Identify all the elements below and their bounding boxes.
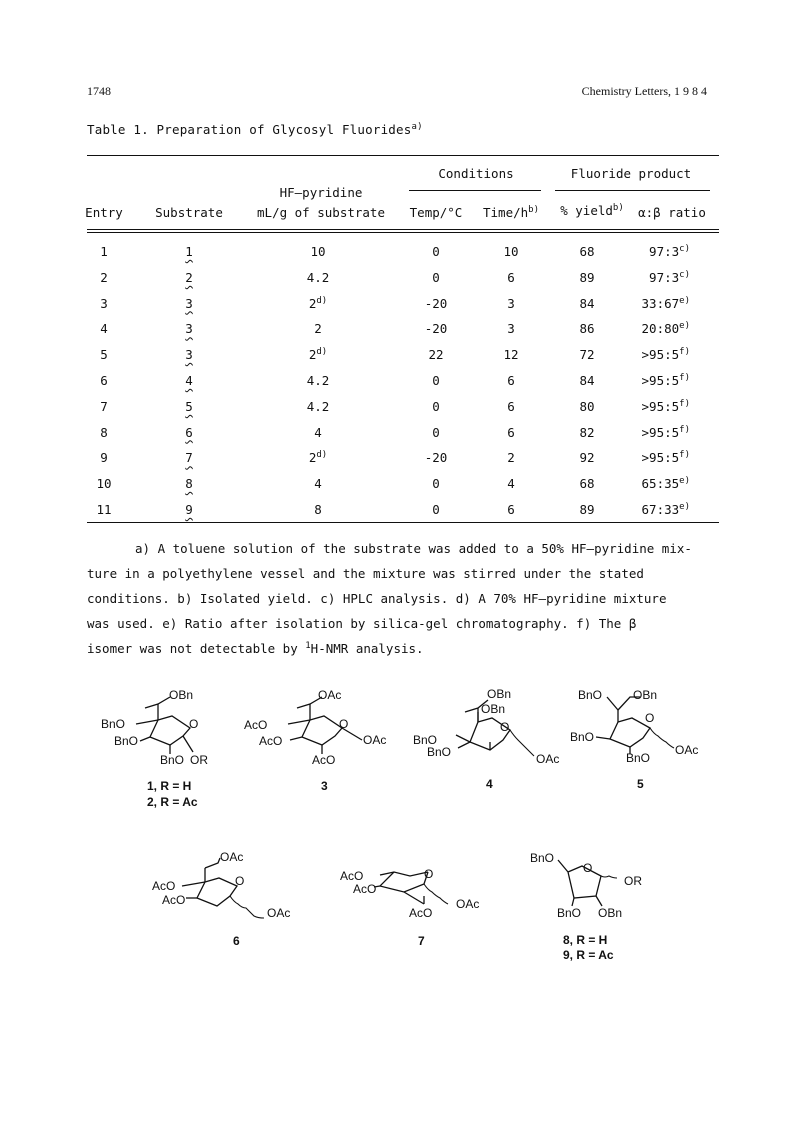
yield-header-mark: b) [612,203,624,213]
cell-yield-value: 80 [579,398,595,414]
cell-ratio-value: >95:5 [641,450,680,466]
cell-yield-value: 89 [579,269,595,285]
cell-time-value: 6 [507,502,515,517]
s7-aco-left2: AcO [353,882,377,896]
structure-4 [413,687,559,791]
cell-ratio-footnote-mark: f) [679,373,690,383]
s4-obn-top: OBn [487,687,512,701]
conditions-header: Conditions [438,166,514,181]
cell-ratio-value: 65:35 [641,476,680,492]
s4-ring-o: O [500,720,510,734]
s6-label: 6 [233,934,240,948]
structure-7 [340,867,479,948]
cell-temp-value: 0 [432,502,440,517]
hf-amount-header: mL/g of substrate [257,205,385,220]
cell-ratio-footnote-mark: e) [679,502,690,512]
s8-obn-bottom: OBn [598,906,623,920]
s4-bno-left2: BnO [427,745,452,759]
cell-yield-value: 86 [579,321,595,337]
s4-oac: OAc [536,752,560,766]
cell-temp-value: -20 [424,295,448,311]
cell-hf-value: 2 [314,321,322,337]
cell-time-value: 4 [507,476,515,492]
s8-bno-top: BnO [530,851,555,865]
cell-ratio-footnote-mark: f) [679,398,690,409]
table-caption-footnote-mark: a) [411,122,423,132]
table-caption-text: Table 1. Preparation of Glycosyl Fluorides [87,122,412,137]
s8-bno-bottom: BnO [557,906,582,920]
cell-hf-value: 4.2 [306,373,330,388]
cell-time-value: 12 [503,347,519,363]
s7-ring-o: O [424,867,434,881]
s3-aco-left: AcO [244,718,268,732]
cell-substrate-value: 9 [185,502,193,517]
ratio-header: α:β ratio [638,205,706,220]
cell-temp-value: 0 [432,476,440,492]
cell-temp-value: -20 [424,321,448,337]
s1-label-b: 2, R = Ac [147,795,198,809]
cell-substrate-value: 4 [185,373,193,388]
cell-ratio-footnote-mark: e) [679,476,690,487]
s5-label: 5 [637,777,644,791]
footnote-line-2: ture in a polyethylene vessel and the mixture was stirred under the stated [87,566,644,581]
cell-entry-value: 8 [100,424,108,440]
structure-5 [570,688,698,791]
cell-substrate-value: 8 [185,476,193,492]
cell-entry-value: 3 [100,295,108,311]
hf-pyridine-header: HF—pyridine [279,185,363,200]
s6-oac-top: OAc [220,850,244,864]
cell-temp-value: 0 [432,244,440,259]
cell-yield-value: 68 [579,244,595,259]
cell-ratio-value: 67:33 [641,502,680,517]
structure-1-2 [101,688,208,809]
structure-8-9 [530,851,642,962]
s5-ring-o: O [645,711,655,725]
footnote-line-5-post: H-NMR analysis. [310,641,424,656]
fluoride-product-header: Fluoride product [570,166,692,181]
s1-bno-left2: BnO [114,734,139,748]
structure-3 [244,688,386,793]
cell-ratio-footnote-mark: f) [679,424,690,435]
cell-time-value: 3 [507,295,515,311]
cell-yield-value: 92 [579,450,595,466]
s3-aco-left2: AcO [259,734,283,748]
cell-hf-value: 4.2 [306,269,330,285]
s5-oac: OAc [675,743,699,757]
cell-hf-value: 4 [314,424,322,440]
substrate-header: Substrate [155,205,223,220]
cell-time-value: 10 [503,244,519,259]
cell-substrate-value: 6 [185,424,193,440]
footnote-line-1: a) A toluene solution of the substrate was added to a 50% HF—pyridine mix- [135,541,692,556]
cell-temp-value: 22 [428,347,444,363]
cell-temp-value: 0 [432,424,440,440]
cell-time-value: 3 [507,321,515,337]
cell-entry-value: 5 [100,347,108,363]
cell-entry-value: 1 [100,244,108,259]
s8-ring-o: O [583,861,593,875]
cell-ratio-footnote-mark: e) [679,295,690,306]
cell-yield-value: 82 [579,424,595,440]
cell-hf-footnote-mark: d) [316,295,328,306]
structure-6 [152,850,290,948]
s8-label-a: 8, R = H [563,933,608,947]
cell-yield-value: 68 [579,476,595,492]
footnote-line-5-sup: 1 [305,641,311,651]
cell-entry-value: 11 [96,502,112,517]
cell-hf-value: 10 [310,244,326,259]
cell-ratio-value: >95:5 [641,424,680,440]
cell-ratio-footnote-mark: f) [679,347,690,358]
s7-aco-left: AcO [340,869,364,883]
cell-temp-value: 0 [432,373,440,388]
cell-time-value: 6 [507,424,515,440]
cell-hf-footnote-mark: d) [316,450,328,461]
journal-header: Chemistry Letters, 1 9 8 4 [581,84,707,98]
cell-ratio-value: 97:3 [649,269,680,285]
s4-obn-axial: OBn [481,702,506,716]
s1-label-a: 1, R = H [147,779,192,793]
cell-ratio-value: 33:67 [641,295,680,311]
cell-hf-value: 4.2 [306,398,330,414]
cell-temp-value: 0 [432,269,440,285]
s6-oac: OAc [267,906,291,920]
cell-entry-value: 10 [96,476,112,492]
s3-oac-top: OAc [318,688,342,702]
s1-ring-o: O [189,717,199,731]
s1-bno-left: BnO [101,717,126,731]
s3-aco-bottom: AcO [312,753,336,767]
cell-substrate-value: 3 [185,295,193,311]
cell-entry-value: 9 [100,450,108,466]
cell-hf-value: 2 [308,347,317,363]
footnote-line-3: conditions. b) Isolated yield. c) HPLC analysis. d) A 70% HF—pyridine mixture [87,591,667,606]
cell-time-value: 6 [507,398,515,414]
cell-time-value: 2 [507,450,515,466]
s7-oac: OAc [456,897,480,911]
footnote-line-4: was used. e) Ratio after isolation by silica-gel chromatography. f) The β [87,616,637,631]
footnote-line-5-pre: isomer was not detectable by [87,641,306,656]
cell-entry-value: 7 [100,398,108,414]
s6-aco-left2: AcO [162,893,186,907]
entry-header: Entry [85,205,123,220]
cell-hf-value: 8 [314,502,322,517]
cell-temp-value: -20 [424,450,448,466]
cell-ratio-value: 97:3 [649,244,680,259]
cell-ratio-value: 20:80 [641,321,680,337]
cell-hf-value: 2 [308,295,317,311]
page-number: 1748 [87,84,111,98]
s1-bno-bottom: BnO [160,753,185,767]
time-header-text: Time/h [483,205,529,220]
cell-substrate-value: 5 [185,398,193,414]
s4-label: 4 [486,777,493,791]
cell-substrate-value: 1 [185,244,193,259]
cell-ratio-value: >95:5 [641,347,680,363]
s4-bno-left: BnO [413,733,438,747]
cell-ratio-footnote-mark: e) [679,321,690,332]
s6-aco-left: AcO [152,879,176,893]
s3-label: 3 [321,779,328,793]
cell-ratio-footnote-mark: c) [679,269,690,280]
cell-time-value: 6 [507,373,515,388]
cell-yield-value: 72 [579,347,595,363]
s5-bno-bottom: BnO [626,751,651,765]
cell-yield-value: 89 [579,502,595,517]
yield-header-text: % yield [560,203,613,218]
s6-ring-o: O [235,874,245,888]
s5-bno-top: BnO [578,688,603,702]
cell-ratio-value: >95:5 [641,398,680,414]
s8-or: OR [624,874,642,888]
cell-substrate-value: 3 [185,321,193,337]
cell-hf-value: 2 [308,450,317,466]
cell-yield-value: 84 [579,295,595,311]
s7-label: 7 [418,934,425,948]
cell-substrate-value: 2 [185,269,193,285]
s1-obn-top: OBn [169,688,194,702]
cell-hf-value: 4 [314,476,322,492]
cell-entry-value: 6 [100,373,108,388]
s5-bno-left: BnO [570,730,595,744]
time-header-mark: b) [528,205,539,215]
cell-entry-value: 2 [100,269,108,285]
cell-ratio-footnote-mark: f) [679,450,690,461]
s1-or: OR [190,753,208,767]
cell-ratio-value: >95:5 [641,373,680,388]
s7-aco-bottom: AcO [409,906,433,920]
cell-yield-value: 84 [579,373,595,388]
cell-substrate-value: 7 [185,450,193,466]
cell-entry-value: 4 [100,321,108,337]
cell-time-value: 6 [507,269,515,285]
s3-ring-o: O [339,717,349,731]
cell-substrate-value: 3 [185,347,193,363]
cell-temp-value: 0 [432,398,440,414]
s3-oac-anomeric: OAc [363,733,387,747]
s5-obn-top: OBn [633,688,658,702]
s8-label-b: 9, R = Ac [563,948,614,962]
cell-hf-footnote-mark: d) [316,347,328,358]
temp-header: Temp/°C [409,205,463,220]
cell-ratio-footnote-mark: c) [679,244,690,254]
